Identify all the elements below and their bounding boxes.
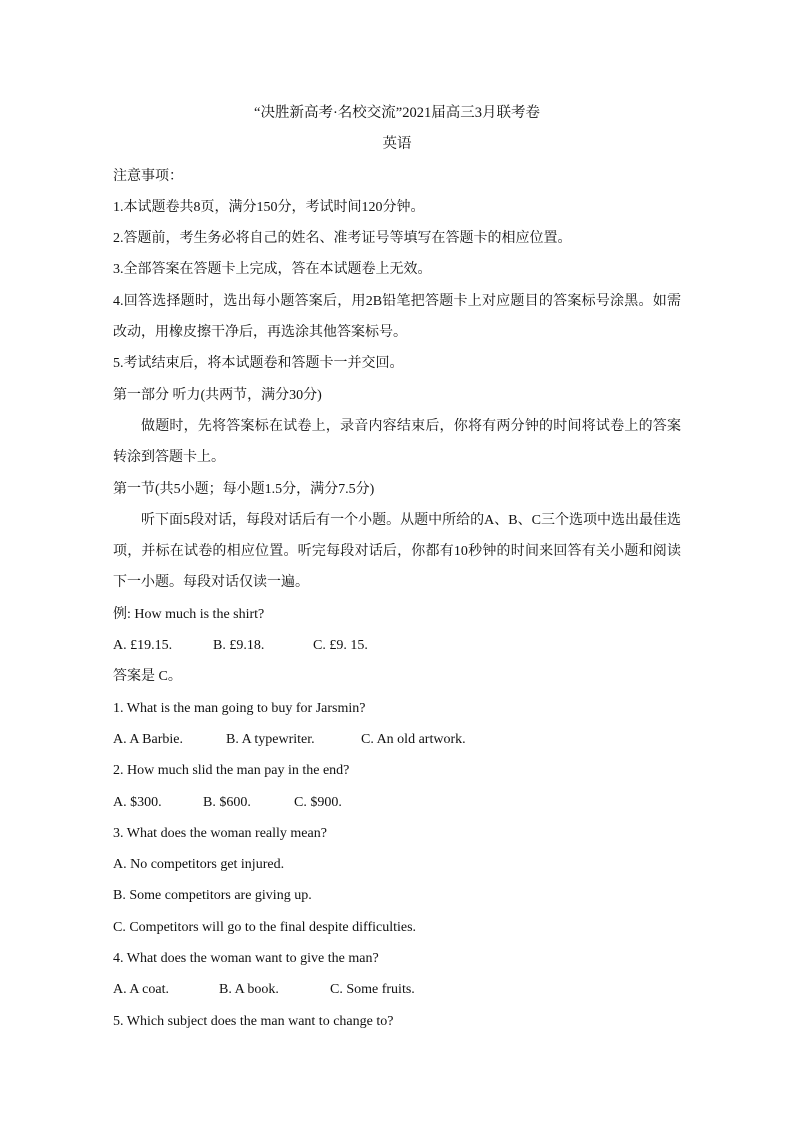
notice-item-2: 2.答题前，考生务必将自己的姓名、准考证号等填写在答题卡的相应位置。	[113, 231, 572, 247]
question-4-option-a: A. A coat.	[113, 982, 169, 998]
question-1-stem: 1. What is the man going to buy for Jarsmin?	[113, 700, 366, 716]
question-5-stem: 5. Which subject does the man want to change to?	[113, 1013, 394, 1029]
question-4-option-b: B. A book.	[219, 982, 279, 998]
question-3-option-c: C. Competitors will go to the final despite difficulties.	[113, 919, 417, 935]
question-2-option-c: C. $900.	[294, 794, 342, 810]
example-option-c: C. £9. 15.	[313, 638, 368, 654]
notice-item-3: 3.全部答案在答题卡上完成，答在本试题卷上无效。	[113, 262, 432, 278]
question-2-option-a: A. $300.	[113, 794, 162, 810]
exam-title: “决胜新高考·名校交流”2021届高三3月联考卷	[254, 105, 540, 121]
question-3-stem: 3. What does the woman really mean?	[113, 825, 327, 841]
question-1-options	[113, 724, 681, 755]
question-1-option-c: C. An old artwork.	[361, 731, 466, 747]
part1-heading: 第一部分 听力(共两节，满分30分)	[113, 387, 322, 403]
question-1-option-b: B. A typewriter.	[226, 731, 315, 747]
question-4-option-c: C. Some fruits.	[330, 982, 415, 998]
example-question: 例: How much is the shirt?	[113, 606, 265, 622]
part1-instruction: 做题时，先将答案标在试卷上，录音内容结束后，你将有两分钟的时间将试卷上的答案转涂到答题卡上。	[113, 418, 681, 466]
notice-heading: 注意事项：	[113, 168, 183, 184]
example-option-b: B. £9.18.	[213, 638, 265, 654]
exam-page	[113, 98, 681, 1037]
question-3-option-b: B. Some competitors are giving up.	[113, 888, 312, 904]
question-2-options	[113, 787, 681, 818]
example-options	[113, 630, 681, 661]
section1-instruction: 听下面5段对话，每段对话后有一个小题。从题中所给的A、B、C三个选项中选出最佳选项，并标在试卷的相应位置。听完每段对话后，你都有10秒钟的时间来回答有关小题和阅读下一小题。每段对话仅读一遍。	[113, 512, 681, 591]
question-3-option-a: A. No competitors get injured.	[113, 857, 285, 873]
example-answer: 答案是 C。	[113, 669, 182, 685]
question-4-options	[113, 974, 681, 1005]
question-2-stem: 2. How much slid the man pay in the end?	[113, 763, 350, 779]
notice-item-5: 5.考试结束后，将本试题卷和答题卡一并交回。	[113, 356, 404, 372]
question-4-stem: 4. What does the woman want to give the man?	[113, 951, 379, 967]
notice-item-4: 4.回答选择题时，选出每小题答案后，用2B铅笔把答题卡上对应题目的答案标号涂黑。如需改动，用橡皮擦干净后，再选涂其他答案标号。	[113, 293, 681, 341]
question-2-option-b: B. $600.	[203, 794, 251, 810]
question-1-option-a: A. A Barbie.	[113, 731, 183, 747]
section1-heading: 第一节(共5小题；每小题1.5分，满分7.5分)	[113, 481, 375, 497]
notice-item-1: 1.本试题卷共8页，满分150分，考试时间120分钟。	[113, 199, 425, 215]
example-option-a: A. £19.15.	[113, 638, 173, 654]
exam-subject: 英语	[382, 136, 412, 153]
